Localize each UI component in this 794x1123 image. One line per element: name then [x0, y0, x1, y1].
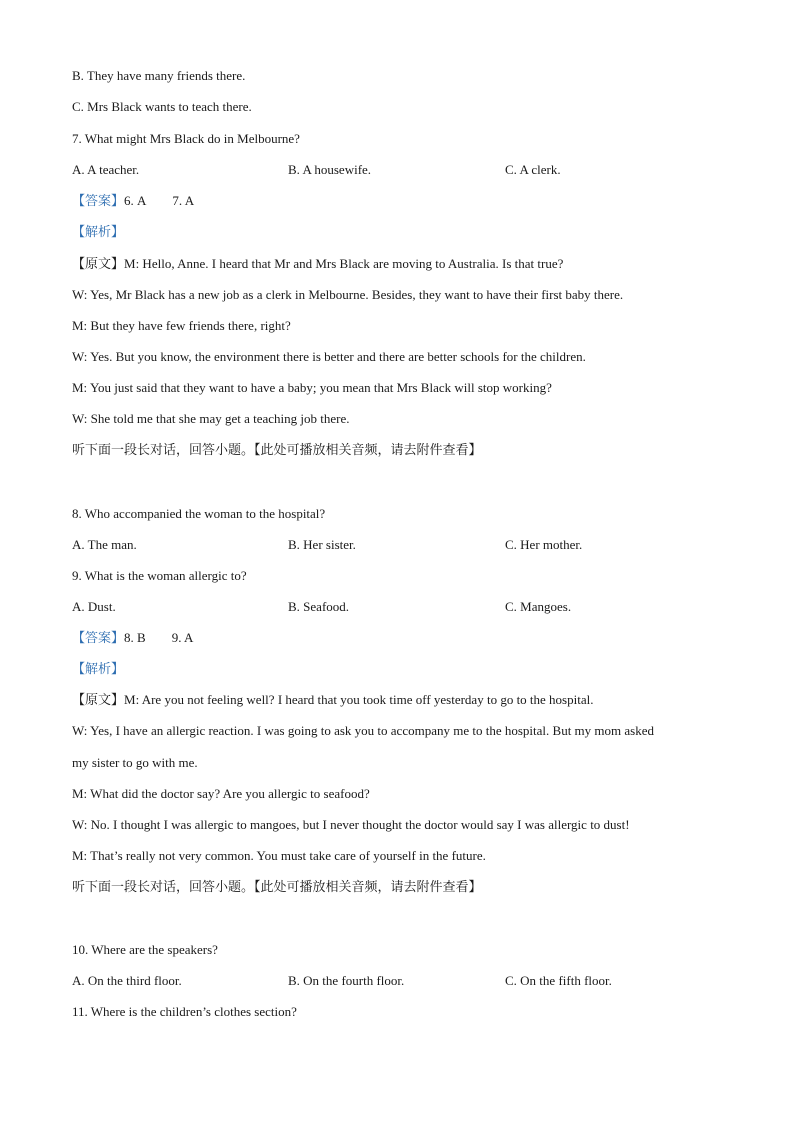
- transcript-text: M: Are you not feeling well? I heard that you took time off yesterday to go to the hospital.: [124, 692, 594, 707]
- q10-question: 10. Where are the speakers?: [72, 942, 218, 957]
- q8-option-c: C. Her mother.: [505, 537, 583, 552]
- answer-tag: 【答案】: [72, 631, 125, 646]
- transcript-line-1-5: W: She told me that she may get a teaching job there.: [72, 411, 350, 426]
- answer-line-1: [72, 193, 194, 210]
- analysis-tag: 【解析】: [72, 662, 125, 677]
- q9-option-c: C. Mangoes.: [505, 599, 572, 614]
- q6-option-b: B. They have many friends there.: [72, 68, 246, 83]
- transcript-line-2-5: M: That’s really not very common. You must take care of yourself in the future.: [72, 848, 486, 863]
- q6-option-c: C. Mrs Black wants to teach there.: [72, 99, 252, 114]
- q7-option-b: B. A housewife.: [288, 162, 372, 177]
- q8-option-a: A. The man.: [72, 537, 137, 552]
- q9-option-b: B. Seafood.: [288, 599, 350, 614]
- analysis-line-2: [72, 661, 124, 678]
- listening-instruction-2: 听下面一段长对话，回答小题。【此处可播放相关音频，请去附件查看】: [72, 880, 482, 895]
- analysis-line-1: [72, 224, 124, 241]
- q10-option-a: A. On the third floor.: [72, 973, 182, 988]
- transcript-line-1-1: W: Yes, Mr Black has a new job as a clerk in Melbourne. Besides, they want to have their first baby there.: [72, 287, 624, 302]
- transcript-line-2-3: M: What did the doctor say? Are you allergic to seafood?: [72, 786, 370, 801]
- transcript-tag: 【原文】: [72, 257, 125, 272]
- transcript-tag: 【原文】: [72, 693, 125, 708]
- answer-9: 9. A: [171, 630, 194, 645]
- transcript-line-2-2: my sister to go with me.: [72, 755, 198, 770]
- transcript-line-1-3: W: Yes. But you know, the environment there is better and there are better schools for the children.: [72, 349, 586, 364]
- transcript-line-2-0: [72, 692, 593, 709]
- q8-option-b: B. Her sister.: [288, 537, 356, 552]
- q10-option-b: B. On the fourth floor.: [288, 973, 405, 988]
- listening-instruction-1: 听下面一段长对话，回答小题。【此处可播放相关音频，请去附件查看】: [72, 443, 482, 458]
- analysis-tag: 【解析】: [72, 225, 125, 240]
- q7-option-c: C. A clerk.: [505, 162, 561, 177]
- transcript-line-1-0: [72, 256, 563, 273]
- transcript-text: M: Hello, Anne. I heard that Mr and Mrs Black are moving to Australia. Is that true?: [124, 256, 564, 271]
- transcript-line-2-1: W: Yes, I have an allergic reaction. I was going to ask you to accompany me to the hospital. But my mom asked: [72, 723, 654, 738]
- answer-6: 6. A: [124, 193, 147, 208]
- answer-tag: 【答案】: [72, 194, 125, 209]
- transcript-line-1-2: M: But they have few friends there, right?: [72, 318, 291, 333]
- answer-7: 7. A: [172, 193, 195, 208]
- q11-question: 11. Where is the children’s clothes section?: [72, 1004, 297, 1019]
- q9-question: 9. What is the woman allergic to?: [72, 568, 247, 583]
- q8-question: 8. Who accompanied the woman to the hospital?: [72, 506, 326, 521]
- q9-option-a: A. Dust.: [72, 599, 116, 614]
- transcript-line-2-4: W: No. I thought I was allergic to mangoes, but I never thought the doctor would say I was allergic to dust!: [72, 817, 630, 832]
- answer-8: 8. B: [124, 630, 146, 645]
- answer-line-2: [72, 630, 193, 647]
- transcript-line-1-4: M: You just said that they want to have a baby; you mean that Mrs Black will stop working?: [72, 380, 552, 395]
- q10-option-c: C. On the fifth floor.: [505, 973, 612, 988]
- q7-option-a: A. A teacher.: [72, 162, 140, 177]
- q7-question: 7. What might Mrs Black do in Melbourne?: [72, 131, 300, 146]
